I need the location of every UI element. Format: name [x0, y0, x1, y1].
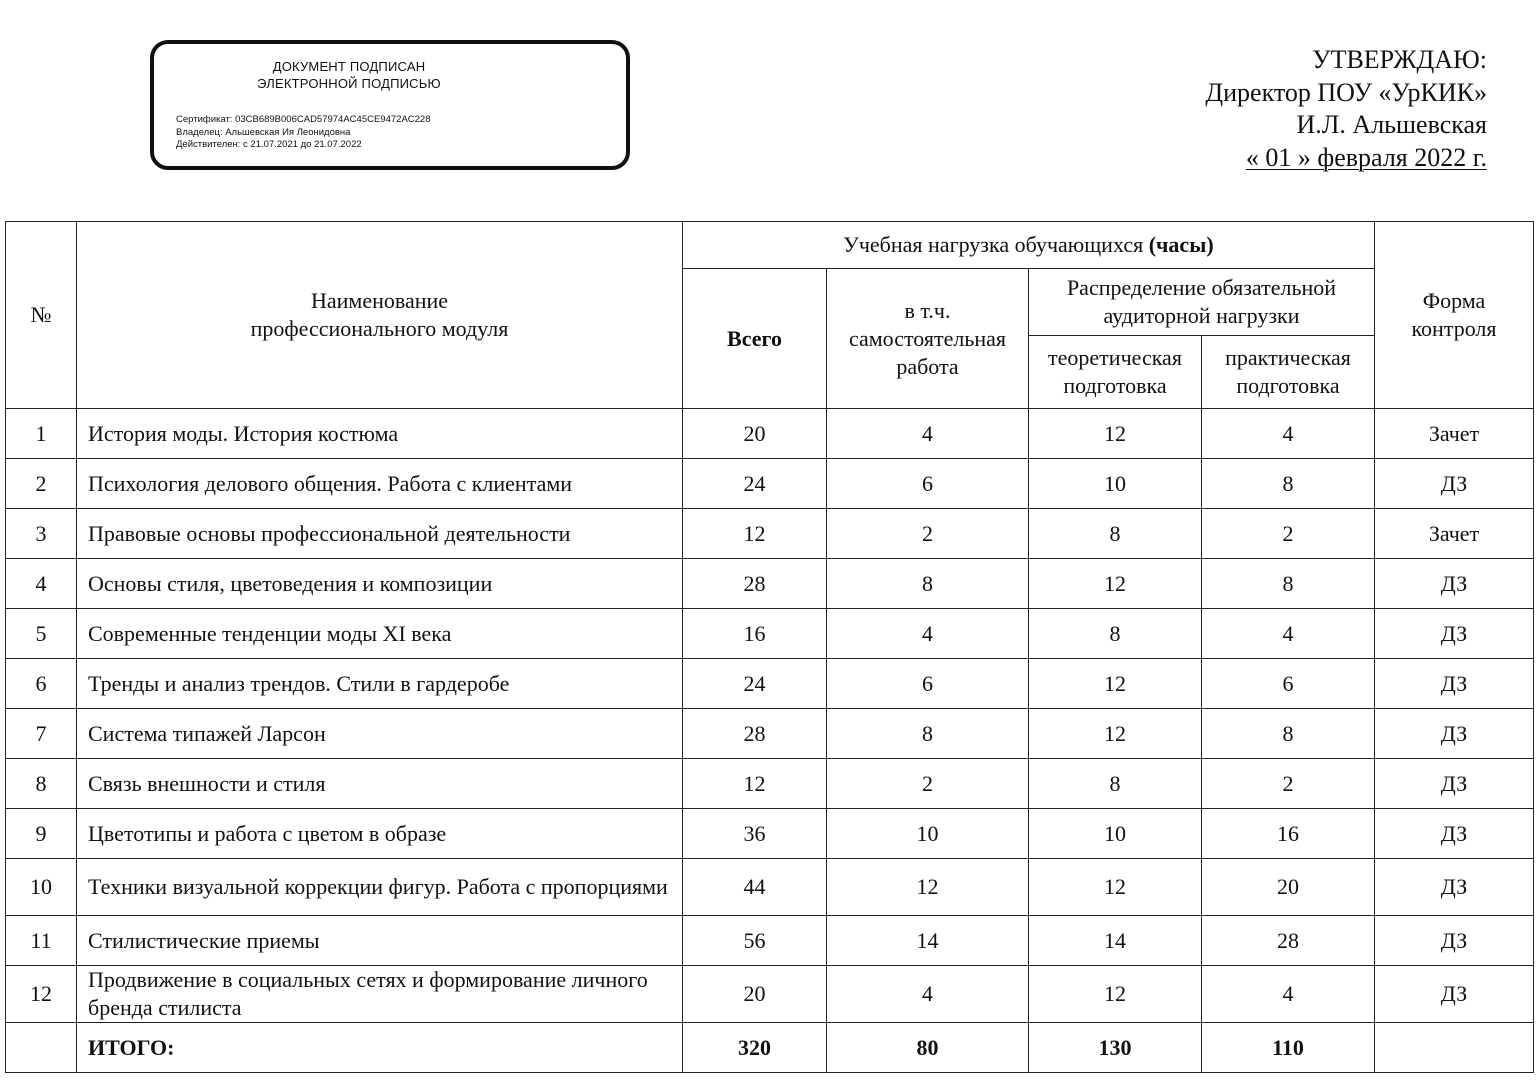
cell-total: 28	[683, 709, 827, 759]
cell-total: 56	[683, 916, 827, 966]
cell-theory: 12	[1029, 859, 1202, 916]
cell-self-study: 2	[827, 759, 1029, 809]
cell-control-form: Зачет	[1375, 509, 1534, 559]
cell-module-name: Современные тенденции моды XI века	[77, 609, 683, 659]
stamp-owner: Владелец: Альшевская Ия Леонидовна	[176, 126, 351, 138]
cell-practice: 20	[1202, 859, 1375, 916]
cell-practice: 16	[1202, 809, 1375, 859]
stamp-details	[176, 114, 431, 152]
table-header	[6, 222, 1534, 409]
total-label: ИТОГО:	[77, 1023, 683, 1073]
cell-module-name: Правовые основы профессиональной деятельности	[77, 509, 683, 559]
table-row	[6, 859, 1534, 916]
cell-module-name: История моды. История костюма	[77, 409, 683, 459]
cell-total: 12	[683, 759, 827, 809]
cell-number: 6	[6, 659, 77, 709]
approval-date: « 01 » февраля 2022 г.	[1245, 142, 1487, 172]
header-theory	[1029, 336, 1202, 409]
header-module-name-line1: Наименование	[310, 288, 449, 313]
cell-total: 36	[683, 809, 827, 859]
cell-total: 24	[683, 459, 827, 509]
header-distribution	[1029, 269, 1375, 336]
cell-control-form: ДЗ	[1375, 966, 1534, 1023]
cell-practice: 2	[1202, 759, 1375, 809]
header-number: №	[6, 222, 77, 409]
cell-number: 7	[6, 709, 77, 759]
cell-control-form: ДЗ	[1375, 659, 1534, 709]
total-practice: 110	[1202, 1023, 1375, 1073]
header-practice	[1202, 336, 1375, 409]
header-self-study	[827, 269, 1029, 409]
header-theory-line1: теоретическая	[1048, 345, 1182, 370]
cell-number: 11	[6, 916, 77, 966]
cell-total: 12	[683, 509, 827, 559]
total-control-form	[1375, 1023, 1534, 1073]
header-self-study-line3: работа	[896, 353, 959, 379]
cell-self-study: 4	[827, 609, 1029, 659]
cell-theory: 8	[1029, 609, 1202, 659]
header-practice-line2: подготовка	[1236, 373, 1340, 398]
cell-module-name: Основы стиля, цветоведения и композиции	[77, 559, 683, 609]
cell-control-form: Зачет	[1375, 409, 1534, 459]
cell-total: 28	[683, 559, 827, 609]
stamp-title-line2: ЭЛЕКТРОННОЙ ПОДПИСЬЮ	[257, 76, 441, 91]
cell-self-study: 8	[827, 559, 1029, 609]
cell-module-name: Техники визуальной коррекции фигур. Работа с пропорциями	[77, 859, 683, 916]
header-distribution-line2: аудиторной нагрузки	[1103, 303, 1300, 328]
total-theory: 130	[1029, 1023, 1202, 1073]
cell-number	[6, 1023, 77, 1073]
cell-theory: 12	[1029, 409, 1202, 459]
cell-control-form: ДЗ	[1375, 459, 1534, 509]
cell-practice: 4	[1202, 409, 1375, 459]
cell-practice: 4	[1202, 609, 1375, 659]
cell-number: 10	[6, 859, 77, 916]
stamp-title-line1: ДОКУМЕНТ ПОДПИСАН	[272, 59, 426, 74]
cell-module-name: Цветотипы и работа с цветом в образе	[77, 809, 683, 859]
cell-self-study: 8	[827, 709, 1029, 759]
cell-practice: 28	[1202, 916, 1375, 966]
cell-self-study: 12	[827, 859, 1029, 916]
table-row	[6, 709, 1534, 759]
cell-theory: 12	[1029, 559, 1202, 609]
table-row	[6, 609, 1534, 659]
cell-practice: 4	[1202, 966, 1375, 1023]
curriculum-table	[5, 221, 1534, 1073]
cell-total: 20	[683, 966, 827, 1023]
header-self-study-line1: в т.ч.	[904, 297, 951, 323]
header-total: Всего	[683, 269, 827, 409]
cell-total: 44	[683, 859, 827, 916]
electronic-signature-stamp	[150, 40, 630, 170]
cell-total: 16	[683, 609, 827, 659]
cell-self-study: 4	[827, 409, 1029, 459]
cell-module-name: Связь внешности и стиля	[77, 759, 683, 809]
header-control-form-line1: Форма	[1422, 288, 1486, 313]
cell-control-form: ДЗ	[1375, 916, 1534, 966]
header-study-load	[683, 222, 1375, 269]
header-control-form-line2: контроля	[1411, 316, 1497, 341]
cell-theory: 10	[1029, 459, 1202, 509]
table-row	[6, 459, 1534, 509]
cell-practice: 8	[1202, 709, 1375, 759]
cell-theory: 12	[1029, 966, 1202, 1023]
cell-practice: 6	[1202, 659, 1375, 709]
stamp-title	[154, 58, 544, 92]
table-row	[6, 916, 1534, 966]
cell-number: 5	[6, 609, 77, 659]
cell-self-study: 6	[827, 459, 1029, 509]
table-row	[6, 759, 1534, 809]
cell-self-study: 6	[827, 659, 1029, 709]
table-row	[6, 966, 1534, 1023]
cell-practice: 8	[1202, 559, 1375, 609]
cell-number: 12	[6, 966, 77, 1023]
approval-block	[1205, 44, 1487, 174]
table-row	[6, 659, 1534, 709]
cell-self-study: 14	[827, 916, 1029, 966]
cell-theory: 12	[1029, 659, 1202, 709]
cell-module-name: Стилистические приемы	[77, 916, 683, 966]
table-row	[6, 559, 1534, 609]
cell-module-name: Психология делового общения. Работа с клиентами	[77, 459, 683, 509]
header-study-load-unit: (часы)	[1148, 232, 1214, 257]
cell-number: 1	[6, 409, 77, 459]
header-practice-line1: практическая	[1225, 345, 1351, 370]
cell-theory: 8	[1029, 509, 1202, 559]
cell-number: 9	[6, 809, 77, 859]
cell-practice: 2	[1202, 509, 1375, 559]
cell-module-name: Тренды и анализ трендов. Стили в гардеробе	[77, 659, 683, 709]
cell-theory: 12	[1029, 709, 1202, 759]
cell-control-form: ДЗ	[1375, 809, 1534, 859]
table-row	[6, 409, 1534, 459]
cell-theory: 10	[1029, 809, 1202, 859]
cell-module-name: Система типажей Ларсон	[77, 709, 683, 759]
cell-number: 2	[6, 459, 77, 509]
cell-total: 20	[683, 409, 827, 459]
header-study-load-text: Учебная нагрузка обучающихся	[843, 232, 1149, 257]
table-row	[6, 809, 1534, 859]
header-self-study-line2: самостоятельная	[848, 325, 1007, 351]
total-hours: 320	[683, 1023, 827, 1073]
cell-control-form: ДЗ	[1375, 709, 1534, 759]
cell-self-study: 2	[827, 509, 1029, 559]
table-body	[6, 409, 1534, 1073]
cell-module-name: Продвижение в социальных сетях и формирование личного бренда стилиста	[77, 966, 683, 1023]
cell-theory: 14	[1029, 916, 1202, 966]
header-distribution-line1: Распределение обязательной	[1066, 275, 1337, 300]
cell-total: 24	[683, 659, 827, 709]
total-self-study: 80	[827, 1023, 1029, 1073]
cell-number: 8	[6, 759, 77, 809]
stamp-certificate: Сертификат: 03CB689B006CAD57974AC45CE9472AC228	[176, 114, 431, 125]
approval-name: И.Л. Альшевская	[1296, 110, 1487, 139]
cell-practice: 8	[1202, 459, 1375, 509]
cell-self-study: 10	[827, 809, 1029, 859]
header-module-name-line2: профессионального модуля	[250, 316, 509, 341]
header-control-form	[1375, 222, 1534, 409]
cell-control-form: ДЗ	[1375, 609, 1534, 659]
cell-theory: 8	[1029, 759, 1202, 809]
cell-number: 3	[6, 509, 77, 559]
stamp-validity: Действителен: с 21.07.2021 до 21.07.2022	[176, 139, 362, 150]
approval-heading: УТВЕРЖДАЮ:	[1312, 45, 1487, 74]
cell-control-form: ДЗ	[1375, 859, 1534, 916]
header-theory-line2: подготовка	[1063, 373, 1167, 398]
table-total-row	[6, 1023, 1534, 1073]
cell-control-form: ДЗ	[1375, 559, 1534, 609]
cell-number: 4	[6, 559, 77, 609]
table-row	[6, 509, 1534, 559]
cell-control-form: ДЗ	[1375, 759, 1534, 809]
cell-self-study: 4	[827, 966, 1029, 1023]
header-module-name	[77, 222, 683, 409]
approval-position: Директор ПОУ «УрКИК»	[1205, 77, 1487, 107]
